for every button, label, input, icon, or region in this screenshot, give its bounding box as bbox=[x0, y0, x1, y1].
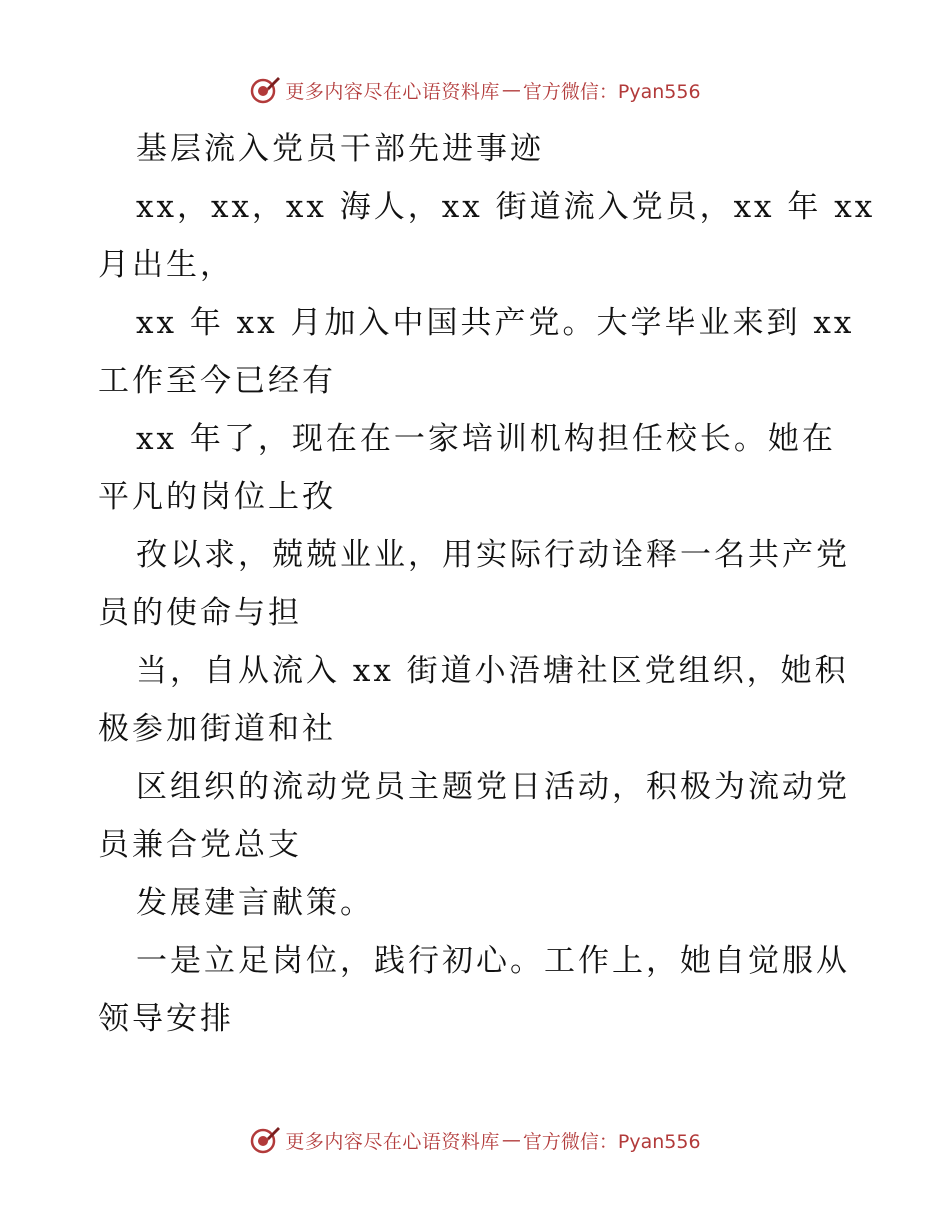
text-line: 平凡的岗位上孜 bbox=[98, 479, 336, 515]
text-line: 月出生， bbox=[98, 247, 234, 283]
doc-title: 基层流入党员干部先进事迹 bbox=[136, 131, 544, 167]
banner-separator: — bbox=[501, 1129, 521, 1151]
text-line: 发展建言献策。 bbox=[136, 885, 374, 921]
banner-text: 更多内容尽在心语资料库 bbox=[285, 1130, 500, 1153]
text-line: xx 年了，现在在一家培训机构担任校长。她在 bbox=[136, 421, 836, 457]
text-line: 孜以求，兢兢业业，用实际行动诠释一名共产党 bbox=[136, 537, 850, 573]
header-banner bbox=[0, 70, 950, 110]
pen-logo-icon bbox=[249, 1124, 281, 1156]
text-line: 当，自从流入 xx 街道小浯塘社区党组织，她积 bbox=[136, 653, 849, 689]
text-line: 员兼合党总支 bbox=[98, 827, 302, 863]
text-line: xx 年 xx 月加入中国共产党。大学毕业来到 xx bbox=[136, 305, 855, 341]
banner-wechat: 官方微信：Pyan556 bbox=[522, 1130, 701, 1153]
banner-text: 更多内容尽在心语资料库 bbox=[285, 80, 500, 103]
banner-wechat: 官方微信：Pyan556 bbox=[522, 80, 701, 103]
text-line: 极参加街道和社 bbox=[98, 711, 336, 747]
text-line: 区组织的流动党员主题党日活动，积极为流动党 bbox=[136, 769, 850, 805]
text-line: 一是立足岗位，践行初心。工作上，她自觉服从 bbox=[136, 943, 850, 979]
footer-banner bbox=[0, 1120, 950, 1160]
text-line: 领导安排 bbox=[98, 1001, 234, 1037]
pen-logo-icon bbox=[249, 74, 281, 106]
text-line: 员的使命与担 bbox=[98, 595, 302, 631]
text-line: xx，xx，xx 海人，xx 街道流入党员，xx 年 xx bbox=[136, 189, 876, 225]
document-body bbox=[98, 120, 876, 1048]
banner-separator: — bbox=[501, 79, 521, 101]
text-line: 工作至今已经有 bbox=[98, 363, 336, 399]
